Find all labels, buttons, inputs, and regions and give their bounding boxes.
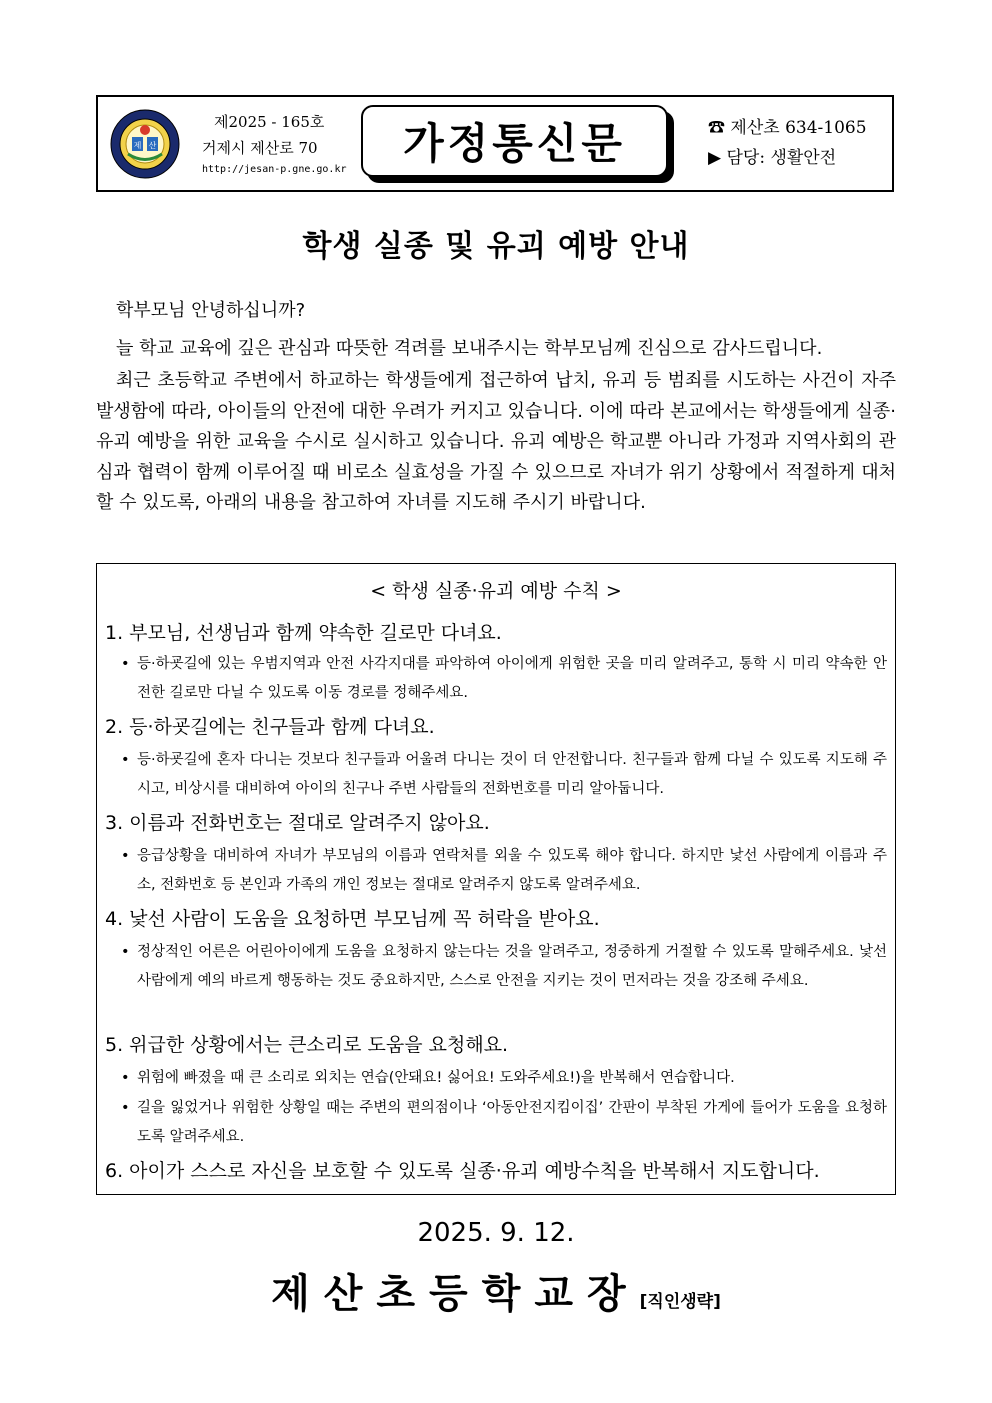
rule-heading: 2. 등·하굣길에는 친구들과 함께 다녀요. [105,716,435,738]
notice-paragraph: 최근 초등학교 주변에서 하교하는 학생들에게 접근하여 납치, 유괴 등 범죄를 시도하는 사건이 자주 발생함에 따라, 아이들의 안전에 대한 우려가 커지고 있습니다. 이에 따라 본교에서는 학생들에게 실종·유괴 예방을 위한 교육을 수시로 실시하고 있습니다. 유괴 예방은 학교뿐 아니라 가정과 지역사회의 관심과 협력이 함께 이루어질 때 비로소 실효성을 가질 수 있으므로 자녀가 위기 상황에서 적절하게 대처할 수 있도록, 아래의 내용을 참고하여 자녀를 지도해 주시기 바랍니다. [96,370,896,513]
issue-date: 2025. 9. 12. [417,1218,575,1248]
school-emblem-icon [110,109,180,179]
seal-omitted-note: [직인생략] [639,1292,721,1312]
rule-heading: 5. 위급한 상황에서는 큰소리로 도움을 요청해요. [105,1034,509,1056]
rule-bullet: • 길을 잃었거나 위험한 상황일 때는 주변의 편의점이나 ‘아동안전지킴이집’ 간판이 부착된 가게에 들어가 도움을 요청하도록 알려주세요. [121,1100,887,1145]
rule-bullet: • 정상적인 어른은 어린아이에게 도움을 요청하지 않는다는 것을 알려주고, 정중하게 거절할 수 있도록 말해주세요. 낯선 사람에게 예의 바르게 행동하는 것도 중요하지만, 스스로 안전을 지키는 것이 먼저라는 것을 강조해 주세요. [121,944,887,989]
greeting: 학부모님 안녕하십니까? [116,300,306,321]
signature-line [0,1262,992,1319]
safety-rules-box [96,563,896,1195]
phone-number: ☎ 제산초 634-1065 [708,118,867,138]
school-website-link[interactable]: http://jesan-p.gne.go.kr [202,164,347,175]
letter-type-text: 가정통신문 [403,119,626,168]
rule-bullet: • 위험에 빠졌을 때 큰 소리로 외치는 연습(안돼요! 싫어요! 도와주세요!)을 반복해서 연습합니다. [121,1070,735,1086]
rule-heading: 6. 아이가 스스로 자신을 보호할 수 있도록 실종·유괴 예방수칙을 반복해서 지도합니다. [105,1160,820,1182]
rule-bullet: • 등·하굣길에 있는 우범지역과 안전 사각지대를 파악하여 아이에게 위험한 곳을 미리 알려주고, 통학 시 미리 약속한 안전한 길로만 다닐 수 있도록 이동 경로를 정해주세요. [121,656,887,701]
school-address: 거제시 제산로 70 [202,139,318,157]
rule-bullet: • 응급상황을 대비하여 자녀가 부모님의 이름과 연락처를 외울 수 있도록 해야 합니다. 하지만 낯선 사람에게 이름과 주소, 전화번호 등 본인과 가족의 개인 정보는 절대로 알려주지 않도록 알려주세요. [121,848,887,893]
rules-title: < 학생 실종·유괴 예방 수칙 > [370,580,622,602]
thanks-paragraph: 늘 학교 교육에 깊은 관심과 따뜻한 격려를 보내주시는 학부모님께 진심으로 감사드립니다. [116,338,823,359]
letter-type-title [361,105,668,177]
person-in-charge: ▶ 담당: 생활안전 [708,148,837,168]
rule-bullet: • 등·하굣길에 혼자 다니는 것보다 친구들과 어울려 다니는 것이 더 안전합니다. 친구들과 함께 다닐 수 있도록 지도해 주시고, 비상시를 대비하여 아이의 친구나 주변 사람들의 전화번호를 미리 알아둡니다. [121,752,887,797]
rule-heading: 4. 낯선 사람이 도움을 요청하면 부모님께 꼭 허락을 받아요. [105,908,600,930]
svg-text:제: 제 [133,141,142,150]
rule-heading: 3. 이름과 전화번호는 절대로 알려주지 않아요. [105,812,490,834]
contact-info [708,113,867,173]
page-title: 학생 실종 및 유괴 예방 안내 [302,229,690,264]
letter-header [96,95,894,192]
rule-heading: 1. 부모님, 선생님과 함께 약속한 길로만 다녀요. [105,622,502,644]
principal-name: 제산초등학교장 [271,1271,640,1317]
svg-text:산: 산 [148,141,157,150]
issue-number: 제2025 - 165호 [214,113,325,131]
